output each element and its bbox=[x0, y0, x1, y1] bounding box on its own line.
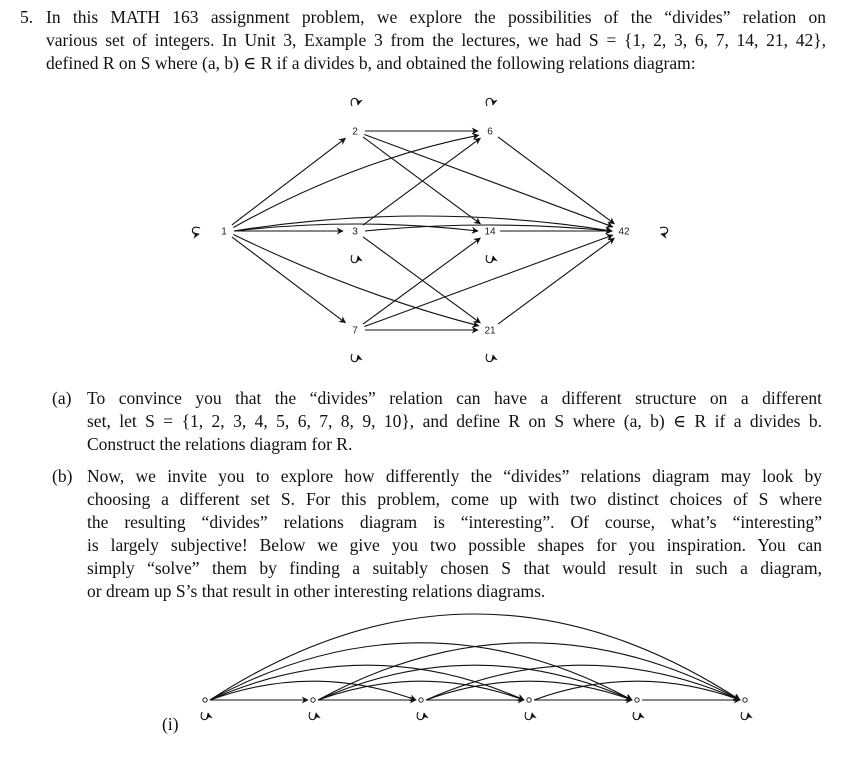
node-3: 3 bbox=[352, 226, 358, 238]
chain-self-loop-1 bbox=[201, 712, 208, 720]
node-21: 21 bbox=[484, 325, 496, 337]
edge-7-to-42 bbox=[364, 235, 612, 326]
chain-edge-1-to-4 bbox=[210, 665, 524, 700]
self-loop-42 bbox=[660, 227, 668, 234]
edge-2-to-42 bbox=[364, 134, 612, 226]
self-loop-1 bbox=[192, 227, 200, 234]
chain-self-loop-3 bbox=[417, 712, 424, 720]
chain-node-6 bbox=[743, 698, 747, 702]
chain-edge-4-to-6 bbox=[534, 681, 740, 700]
node-14: 14 bbox=[484, 226, 496, 238]
chain-node-2 bbox=[311, 698, 315, 702]
part-b-line-3: the resulting “divides” relations diagram is “interesting”. Of course, what’s “interesting” bbox=[87, 512, 822, 532]
part-a-text bbox=[87, 387, 822, 456]
self-loop-6 bbox=[486, 98, 493, 106]
chain-edge-1-to-6 bbox=[210, 614, 740, 700]
part-b-line-4: is largely subjective! Below we give you two possible shapes for you inspiration. You can bbox=[87, 535, 822, 555]
problem-5-line-1: In this MATH 163 assignment problem, we explore the possibilities of the “divides” relation on bbox=[46, 7, 826, 27]
chain-node-4 bbox=[527, 698, 531, 702]
chain-edge-1-to-5 bbox=[210, 643, 632, 700]
edge-2-to-14 bbox=[363, 137, 480, 224]
self-loop-7 bbox=[351, 354, 358, 362]
problem-5-line-3: defined R on S where (a, b) ∈ R if a divides b, and obtained the following relations diagram: bbox=[46, 53, 696, 73]
node-42: 42 bbox=[618, 226, 630, 238]
self-loop-3 bbox=[351, 255, 358, 263]
chain-edge-2-to-6 bbox=[318, 643, 740, 700]
chain-edge-2-to-5 bbox=[318, 665, 632, 700]
chain-node-1 bbox=[203, 698, 207, 702]
shape-i-label: (i) bbox=[162, 714, 179, 734]
edge-1-to-42 bbox=[234, 216, 612, 231]
self-loop-2 bbox=[351, 98, 358, 106]
node-6: 6 bbox=[487, 126, 493, 138]
part-a-line-1: To convince you that the “divides” relation can have a different structure on a different bbox=[87, 388, 822, 408]
chain-node-3 bbox=[419, 698, 423, 702]
part-b-line-2: choosing a different set S. For this problem, come up with two distinct choices of S where bbox=[87, 489, 822, 509]
part-a-line-2: set, let S = {1, 2, 3, 4, 5, 6, 7, 8, 9, 10}, and define R on S where (a, b) ∈ R if a divides b. bbox=[87, 411, 822, 431]
chain-self-loop-2 bbox=[309, 712, 316, 720]
chain-self-loop-5 bbox=[633, 712, 640, 720]
part-b-line-1: Now, we invite you to explore how differently the “divides” relations diagram may look by bbox=[87, 466, 822, 486]
part-b-label: (b) bbox=[52, 466, 73, 486]
edge-7-to-14 bbox=[363, 238, 480, 324]
edge-6-to-42 bbox=[498, 137, 614, 224]
node-2: 2 bbox=[352, 126, 358, 138]
part-a-label: (a) bbox=[52, 388, 72, 408]
problem-number: 5. bbox=[20, 7, 34, 27]
chain-edge-3-to-6 bbox=[426, 665, 740, 700]
edge-1-to-7 bbox=[232, 237, 345, 323]
part-b-text bbox=[87, 465, 822, 603]
node-1: 1 bbox=[221, 226, 227, 238]
chain-edge-1-to-3 bbox=[210, 681, 416, 700]
self-loop-21 bbox=[486, 354, 493, 362]
chain-self-loop-4 bbox=[525, 712, 532, 720]
chain-self-loop-6 bbox=[741, 712, 748, 720]
node-7: 7 bbox=[352, 325, 358, 337]
edge-1-to-6 bbox=[233, 135, 478, 227]
edge-1-to-21 bbox=[233, 234, 478, 325]
part-b-line-5: simply “solve” them by finding a suitably chosen S that would result in such a diagram, bbox=[87, 558, 822, 578]
chain-edge-2-to-4 bbox=[318, 681, 524, 700]
part-b-line-6: or dream up S’s that result in other interesting relations diagrams. bbox=[87, 581, 546, 601]
self-loop-14 bbox=[486, 255, 493, 263]
chain-edge-3-to-5 bbox=[426, 681, 632, 700]
chain-node-5 bbox=[635, 698, 639, 702]
edge-21-to-42 bbox=[498, 238, 614, 324]
problem-5-line-2: various set of integers. In Unit 3, Example 3 from the lectures, we had S = {1, 2, 3, 6, 7, 14, 21, 42}, bbox=[46, 30, 826, 50]
part-a-line-3: Construct the relations diagram for R. bbox=[87, 434, 353, 454]
edge-3-to-6 bbox=[363, 138, 480, 225]
